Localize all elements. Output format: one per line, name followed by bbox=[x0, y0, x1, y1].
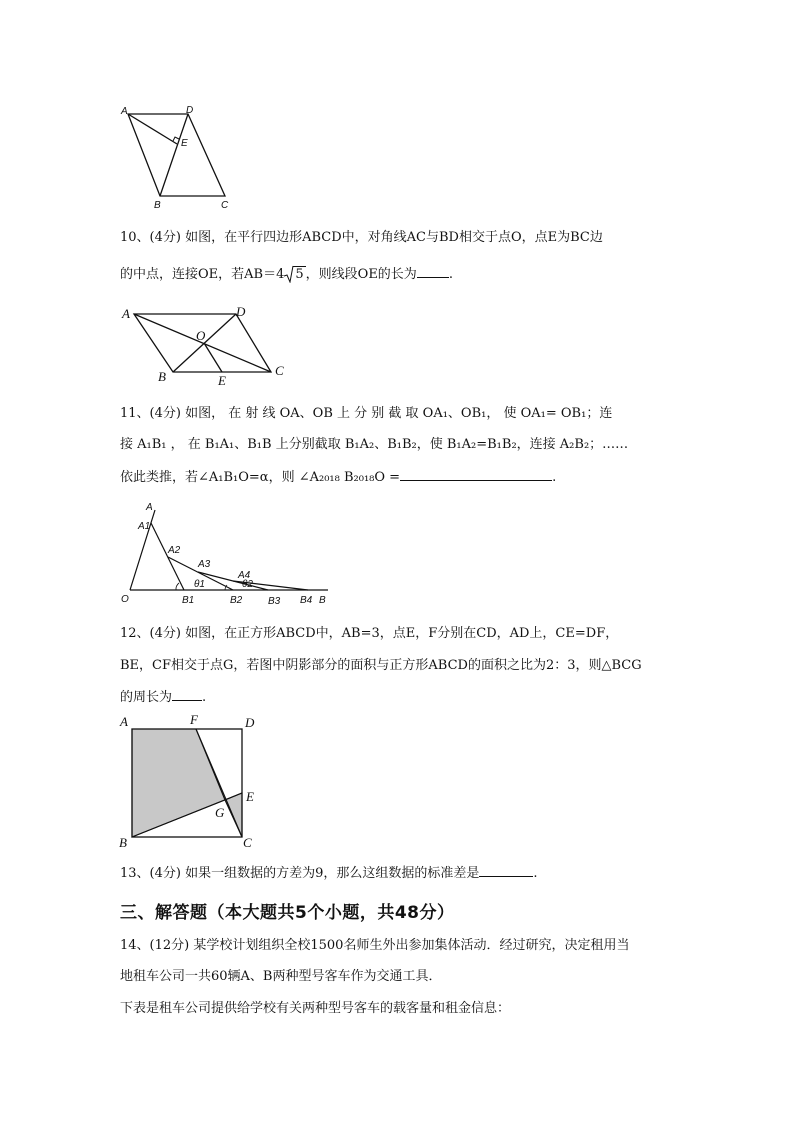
q13-period: . bbox=[533, 866, 538, 881]
q12-line3-a: 的周长为 bbox=[120, 690, 173, 705]
q14-line3: 下表是租车公司提供给学校有关两种型号客车的载客量和租金信息： bbox=[120, 1001, 511, 1016]
answer-blank-q12 bbox=[172, 688, 202, 701]
q13-text: 13、(4分) 如果一组数据的方差为9，那么这组数据的标准差是 bbox=[120, 866, 480, 881]
label-theta1: θ1 bbox=[194, 579, 205, 590]
q12-line1: 12、(4分) 如图，在正方形ABCD中，AB=3，点E，F分别在CD，AD上，CE=DF， bbox=[120, 626, 619, 641]
label-C: C bbox=[221, 200, 229, 211]
q10-line1: 10、(4分) 如图，在平行四边形ABCD中，对角线AC与BD相交于点O，点E为BC边 bbox=[120, 230, 603, 245]
label-G: G bbox=[215, 805, 225, 820]
q14-line1: 14、(12分) 某学校计划组织全校1500名师生外出参加集体活动．经过研究，决定租用当 bbox=[120, 938, 630, 953]
label-A: A bbox=[122, 306, 130, 321]
q11-line3 bbox=[120, 468, 556, 487]
q11-line3-a: 依此类推，若∠A₁B₁O=α，则 ∠A₂₀₁₈ B₂₀₁₈O = bbox=[120, 470, 401, 485]
label-A3: A3 bbox=[198, 559, 211, 570]
q10-period: . bbox=[448, 267, 453, 282]
answer-blank-q10 bbox=[417, 265, 449, 278]
sqrt-expression bbox=[284, 266, 305, 284]
figure-q10-parallelogram bbox=[118, 302, 298, 392]
q10-line2-a: 的中点，连接OE，若AB＝4 bbox=[120, 267, 285, 282]
label-D: D bbox=[245, 715, 255, 730]
q10-line2-b: ，则线段OE的长为 bbox=[305, 267, 417, 282]
label-B4: B4 bbox=[300, 595, 313, 606]
label-F: F bbox=[190, 712, 198, 727]
q12-line3 bbox=[120, 688, 206, 707]
label-A2: A2 bbox=[168, 545, 181, 556]
label-A: A bbox=[121, 106, 128, 117]
figure-q11-rays bbox=[118, 500, 338, 610]
q13-line bbox=[120, 864, 538, 883]
q12-line2: BE，CF相交于点G，若图中阴影部分的面积与正方形ABCD的面积之比为2：3，则△BCG bbox=[120, 658, 642, 673]
label-D: D bbox=[236, 304, 246, 319]
label-B2: B2 bbox=[230, 595, 243, 606]
q10-line2 bbox=[120, 265, 453, 284]
label-B: B bbox=[319, 595, 326, 606]
answer-blank-q11 bbox=[400, 468, 552, 481]
q12-period: . bbox=[202, 690, 207, 705]
label-B: B bbox=[119, 835, 127, 850]
label-D: D bbox=[186, 105, 194, 116]
label-A1: A1 bbox=[138, 521, 151, 532]
label-B1: B1 bbox=[182, 595, 195, 606]
label-A4: A4 bbox=[238, 570, 251, 581]
label-A: A bbox=[120, 714, 128, 729]
answer-blank-q13 bbox=[479, 864, 533, 877]
label-E: E bbox=[246, 789, 254, 804]
sqrt-sign-icon bbox=[284, 265, 294, 283]
figure-q12-square bbox=[116, 712, 266, 852]
label-E: E bbox=[181, 138, 188, 149]
label-C: C bbox=[275, 363, 284, 378]
sqrt-radicand: 5 bbox=[295, 267, 304, 282]
label-theta2: θ2 bbox=[242, 579, 253, 590]
label-C: C bbox=[243, 835, 252, 850]
label-A: A bbox=[146, 502, 153, 513]
label-O: O bbox=[121, 594, 129, 605]
label-B: B bbox=[154, 200, 161, 211]
figure-q9-parallelogram bbox=[110, 104, 250, 212]
section-heading: 三、解答题（本大题共5个小题，共48分） bbox=[120, 903, 455, 923]
label-B: B bbox=[158, 369, 166, 384]
label-B3: B3 bbox=[268, 596, 281, 607]
label-E: E bbox=[218, 373, 226, 388]
label-O: O bbox=[196, 328, 206, 343]
q11-period: . bbox=[552, 470, 557, 485]
q14-line2: 地租车公司一共60辆A、B两种型号客车作为交通工具． bbox=[120, 969, 442, 984]
q11-line1: 11、(4分) 如图， 在 射 线 OA、OB 上 分 别 截 取 OA₁、OB₁， 使 OA₁= OB₁；连 bbox=[120, 406, 613, 421]
q11-line2: 接 A₁B₁ ， 在 B₁A₁、B₁B 上分别截取 B₁A₂、B₁B₂，使 B₁A₂=B₁B₂，连接 A₂B₂；…… bbox=[120, 437, 629, 452]
